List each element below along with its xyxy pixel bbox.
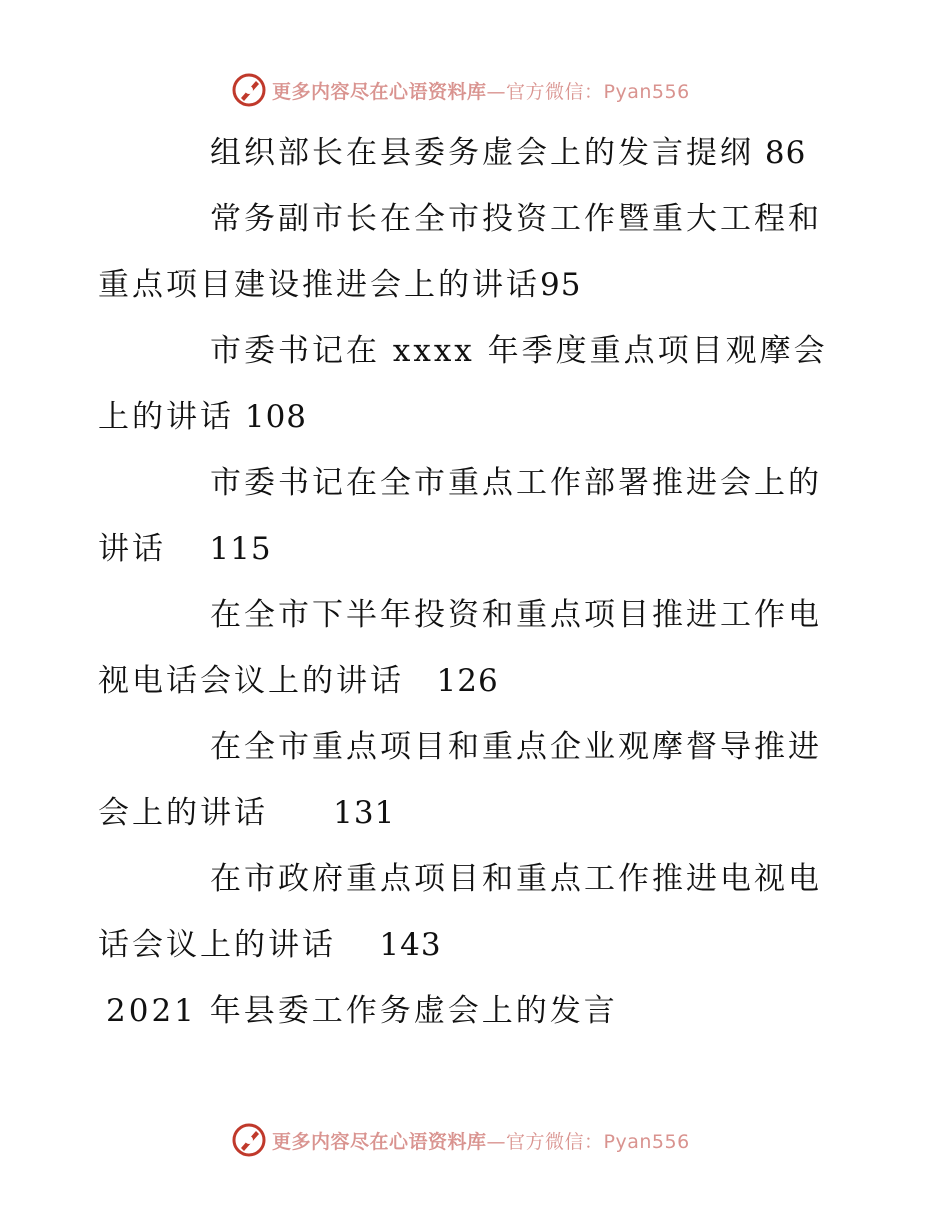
toc-entry[interactable] — [98, 318, 838, 450]
toc-entry[interactable] — [98, 450, 838, 582]
toc-entry-page: 143 — [336, 927, 442, 963]
toc-entry-page: 86 — [754, 135, 807, 171]
toc-entry[interactable] — [98, 120, 838, 186]
toc-entry-title: 在全市重点项目和重点企业观摩督导推进会上的讲话 — [98, 729, 822, 831]
header-banner-text: 更多内容尽在心语资料库 — [272, 80, 487, 103]
toc-entry-title: 市委书记在全市重点工作部署推进会上的讲话 — [98, 465, 822, 567]
header-banner — [232, 70, 690, 110]
quill-logo-icon — [232, 1123, 266, 1157]
toc-entry-page: 95 — [540, 267, 582, 303]
toc-entry[interactable] — [98, 978, 838, 1044]
toc-entry[interactable] — [98, 714, 838, 846]
toc-entry-page: 126 — [404, 663, 499, 699]
footer-banner-text: 更多内容尽在心语资料库 — [272, 1130, 487, 1153]
footer-banner — [232, 1120, 690, 1160]
toc-entry-page: 115 — [166, 531, 272, 567]
toc-entry[interactable] — [98, 582, 838, 714]
toc-entry-title: 常务副市长在全市投资工作暨重大工程和重点项目建设推进会上的讲话 — [98, 201, 822, 303]
toc-entry-title: 在全市下半年投资和重点项目推进工作电视电话会议上的讲话 — [98, 597, 822, 699]
toc-entry-title: 2021 年县委工作务虚会上的发言 — [106, 993, 618, 1029]
toc-entry-page: 131 — [268, 795, 396, 831]
quill-logo-icon — [232, 73, 266, 107]
header-banner-suffix: —官方微信：Pyan556 — [486, 80, 690, 103]
footer-banner-suffix: —官方微信：Pyan556 — [486, 1130, 690, 1153]
toc-entry-title: 市委书记在 xxxx 年季度重点项目观摩会上的讲话 — [98, 333, 828, 435]
toc-entry-page: 108 — [234, 399, 308, 435]
table-of-contents — [98, 120, 838, 1044]
toc-entry-title: 在市政府重点项目和重点工作推进电视电话会议上的讲话 — [98, 861, 822, 963]
toc-entry[interactable] — [98, 186, 838, 318]
toc-entry[interactable] — [98, 846, 838, 978]
toc-entry-title: 组织部长在县委务虚会上的发言提纲 — [210, 135, 754, 171]
